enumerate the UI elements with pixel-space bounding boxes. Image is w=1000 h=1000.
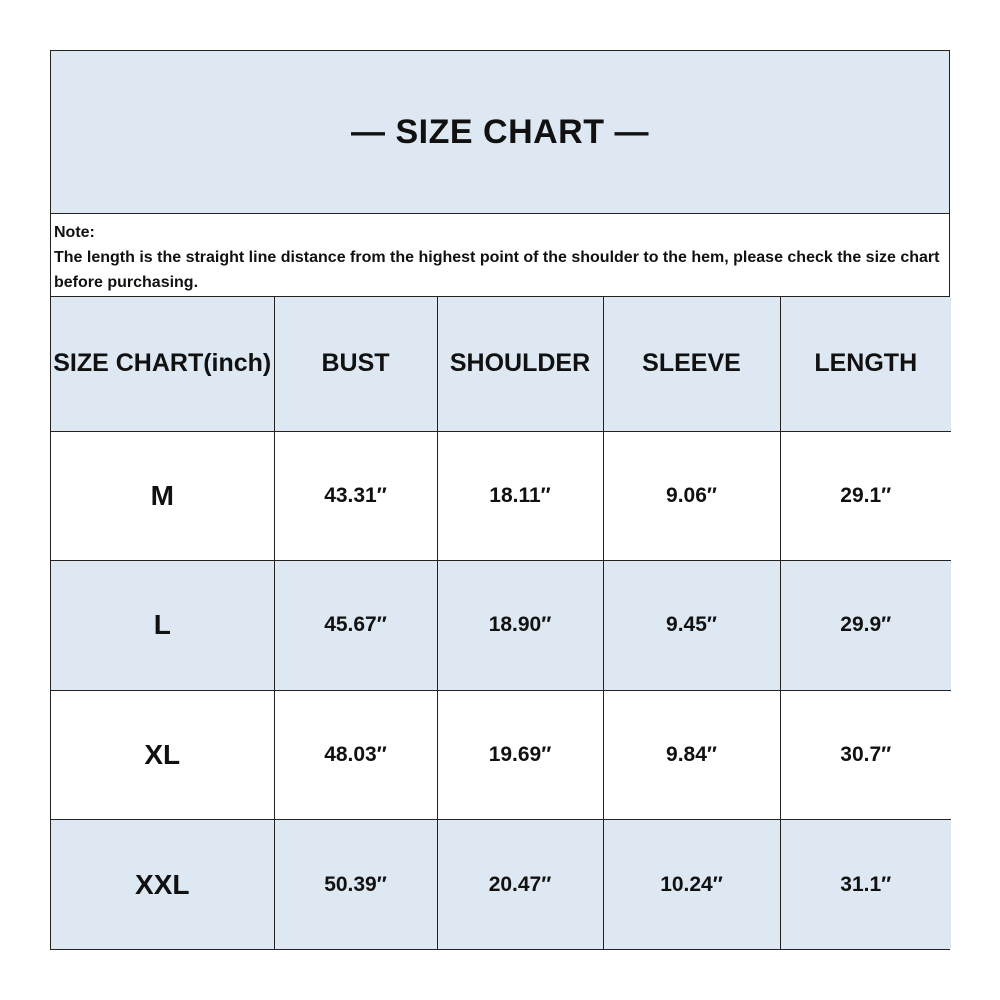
size-cell: XL [51,690,274,819]
length-cell: 29.1″ [780,431,951,560]
shoulder-cell: 18.11″ [437,431,603,560]
sleeve-cell: 9.84″ [603,690,780,819]
header-size-chart: SIZE CHART(inch) [51,297,274,431]
sleeve-cell: 9.45″ [603,561,780,690]
header-bust: BUST [274,297,437,431]
shoulder-cell: 20.47″ [437,820,603,949]
size-chart-card [50,50,950,950]
header-length: LENGTH [780,297,951,431]
size-table [51,297,951,949]
shoulder-cell: 19.69″ [437,690,603,819]
bust-cell: 48.03″ [274,690,437,819]
bust-cell: 43.31″ [274,431,437,560]
page-title: — SIZE CHART — [351,112,649,151]
sleeve-cell: 10.24″ [603,820,780,949]
note-text: The length is the straight line distance from the highest point of the shoulder to the hem, please check the size chart before purchasing. [54,249,940,291]
length-cell: 30.7″ [780,690,951,819]
sleeve-cell: 9.06″ [603,431,780,560]
size-cell: L [51,561,274,690]
table-header-row [51,297,951,431]
header-shoulder: SHOULDER [437,297,603,431]
size-cell: XXL [51,820,274,949]
table-row [51,561,951,690]
length-cell: 31.1″ [780,820,951,949]
size-cell: M [51,431,274,560]
header-sleeve: SLEEVE [603,297,780,431]
bust-cell: 50.39″ [274,820,437,949]
table-row [51,820,951,949]
bust-cell: 45.67″ [274,561,437,690]
shoulder-cell: 18.90″ [437,561,603,690]
note-section [51,214,949,297]
note-label: Note: [54,224,95,241]
table-row [51,690,951,819]
title-band [51,51,949,214]
length-cell: 29.9″ [780,561,951,690]
table-row [51,431,951,560]
